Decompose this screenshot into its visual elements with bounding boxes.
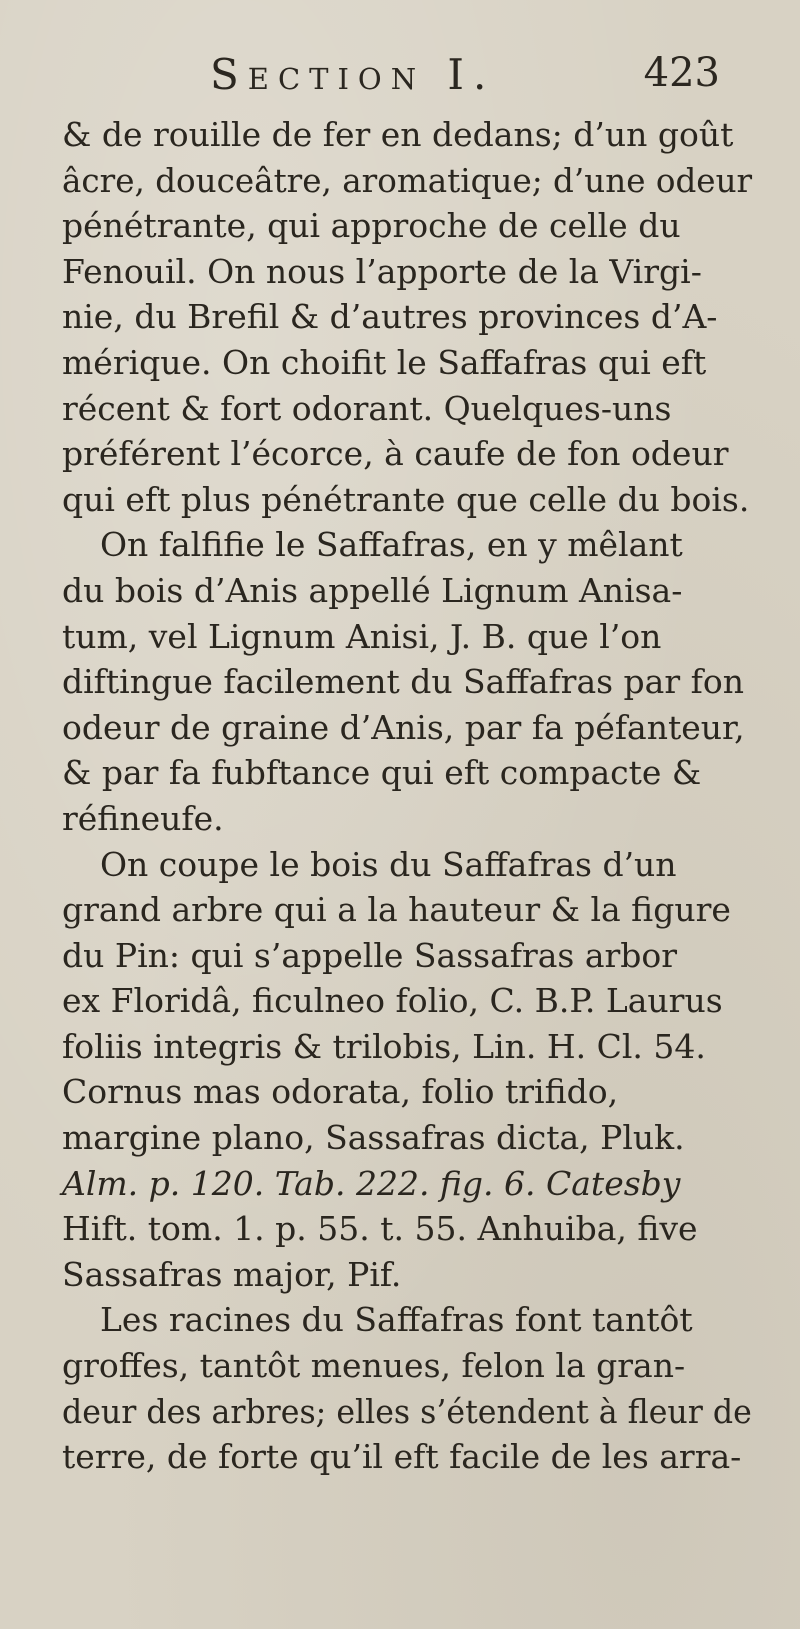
text-line: & par fa fubftance qui eft compacte & [62, 753, 702, 793]
text-line: On falfifie le Saffafras, en y mêlant [100, 525, 683, 565]
page-number: 423 [643, 50, 720, 96]
text-line: Fenouil. On nous l’apporte de la Virgi- [62, 251, 702, 291]
text-line: margine plano, Sassafras dicta, Pluk. [62, 1118, 685, 1158]
text-line: odeur de graine d’Anis, par fa péfanteur, [62, 707, 745, 747]
text-line: Hift. tom. 1. p. 55. t. 55. Anhuiba, five [62, 1209, 698, 1249]
text-line: du Pin: qui s’appelle Sassafras arbor [62, 935, 678, 975]
text-line: Sassafras major, Pif. [62, 1254, 402, 1294]
text-line: Alm. p. 120. Tab. 222. fig. 6. Catesby [62, 1163, 681, 1203]
text-line: groffes, tantôt menues, felon la gran- [62, 1346, 686, 1386]
running-head: Section I. [210, 50, 496, 99]
text-line: récent & fort odorant. Quelques-uns [62, 388, 672, 428]
text-line: foliis integris & trilobis, Lin. H. Cl. 54. [62, 1026, 706, 1066]
text-line: diftingue facilement du Saffafras par fon [62, 662, 744, 702]
text-line: ex Floridâ, ficulneo folio, C. B.P. Laurus [62, 981, 723, 1021]
text-line: réfineufe. [62, 798, 224, 838]
text-line: Cornus mas odorata, folio trifido, [62, 1072, 619, 1112]
body-text [62, 112, 752, 1480]
text-line: & de rouille de fer en dedans; d’un goût [62, 115, 734, 154]
text-line: On coupe le bois du Saffafras d’un [100, 844, 677, 884]
text-line: tum, vel Lignum Anisi, J. B. que l’on [62, 616, 662, 656]
text-line: pénétrante, qui approche de celle du [62, 206, 681, 246]
text-line: Les racines du Saffafras font tantôt [100, 1300, 693, 1340]
text-line: mérique. On choifit le Saffafras qui eft [62, 342, 707, 382]
text-line: nie, du Brefil & d’autres provinces d’A- [62, 297, 718, 337]
text-line: âcre, douceâtre, aromatique; d’une odeur [62, 160, 753, 200]
text-line: terre, de forte qu’il eft facile de les arra- [62, 1437, 742, 1477]
text-line: qui eft plus pénétrante que celle du bois. [62, 479, 750, 519]
page-header [100, 50, 720, 100]
text-line: grand arbre qui a la hauteur & la figure [62, 890, 731, 930]
text-line: deur des arbres; elles s’étendent à fleur de [62, 1391, 752, 1431]
text-line: préférent l’écorce, à caufe de fon odeur [62, 434, 729, 474]
text-line: du bois d’Anis appellé Lignum Anisa- [62, 570, 683, 610]
